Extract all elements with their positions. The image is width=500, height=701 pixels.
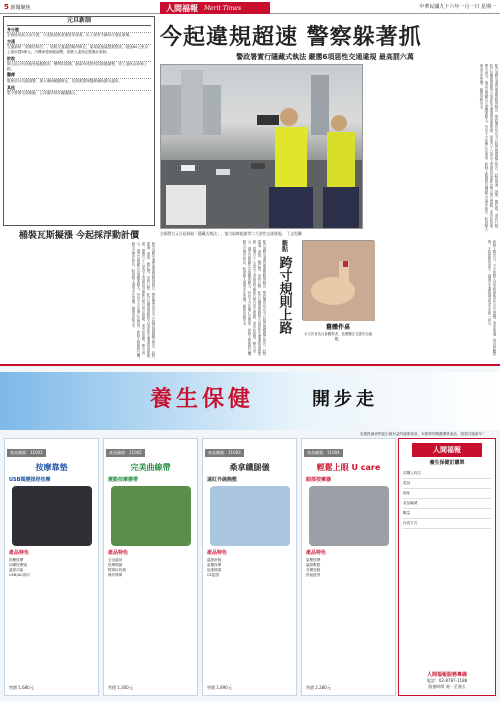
opinion-body: 新制上路首日，不少駕駛人仍未察覺執法方式已改變。專家建議，與其仰賴罰則，不如從教育著手，讓遵守交通規則成為生活的一部分。	[487, 240, 496, 356]
ad-banner	[0, 372, 500, 430]
sidebar-section: 醫療 健保部分負擔調整，重大傷病範圍修正，長期照護與醫療補助擴大適用。	[7, 73, 151, 83]
product-price: 售價 1,680元	[9, 685, 34, 690]
masthead-en: Merit Times	[204, 4, 242, 12]
order-phone: 電話：02-8787-1188	[426, 678, 468, 683]
product-price: 售價 2,280元	[306, 685, 331, 690]
masthead	[160, 2, 270, 14]
sidebar-section: 身分證 全面使用新式身分證，口述換領無須填寫申請書，出入境等手續均可憑此辦理。	[7, 28, 151, 38]
ad-title-main: 養生保健	[150, 386, 255, 412]
order-field[interactable]: 付款方式	[403, 519, 491, 529]
main-headline: 今起違規超速 警察躲著抓	[160, 24, 422, 50]
opinion-title	[268, 240, 300, 350]
sidebar-title: 元旦新制	[7, 19, 151, 26]
order-contact: 人間福報服務專線 電話：02-8787-1188 服務時間 週一至週五	[426, 671, 468, 689]
order-field[interactable]: 地址	[403, 489, 491, 499]
masthead-title: 人間福報	[166, 3, 198, 13]
sidebar-section: 其他 電子發票全面推動，公共場所禁菸範圍擴大。	[7, 86, 151, 96]
sub-headline: 警政署實行隱藏式執法 嚴懲6項惡性交通違規 最高罰六萬	[236, 53, 414, 61]
feature-headline: 桶裝瓦斯擬漲 今起採浮動計價	[18, 231, 140, 241]
order-hours: 服務時間 週一至週五	[428, 683, 466, 689]
order-form-title: 養生保健訂購單	[429, 460, 465, 466]
product-card[interactable]: 產品編號：11004 輕鬆上眼 U care 眼部按摩器 產品特色 氣壓按摩 溫熱敷眼 音樂放鬆 舒緩疲勞 售價 2,280元	[301, 438, 396, 696]
ad-title-sub: 開步走	[312, 389, 378, 410]
feature-body: 配合道路交通管理處罰條例修正，警政署宣布自今日起實施隱藏式執法，針對超速、酒駕、闖紅燈、逆向行駛、蛇行及嚴重超載等六項惡性交通違規加強取締。超速六十公里以上者最高可處新台幣六萬元罰鍰，並吊扣駕照。警方表示，過去以明顯告示提醒駕駛人，仍有不少民眾心存僥倖，新制上路後將以機動方式埋伏執法，盼駕駛人養成守法習慣，確保用路安全。	[131, 242, 155, 358]
opinion-photo	[302, 240, 374, 320]
order-field[interactable]: 數量	[403, 509, 491, 519]
sidebar-new-rules	[3, 16, 155, 226]
news-photo	[160, 64, 363, 229]
ad-note: 為提供讀者們更正確有益的健康資訊，本版特別精選優質產品，陪您共渡新年！	[360, 432, 486, 436]
opinion-tag: 觀點	[280, 240, 288, 252]
photo-caption: 全國警方元旦起採取「隱藏式執法」，強力取締超速等六大惡性交通違規。 丁志堅攝	[160, 231, 302, 236]
issue-date: 中華民國九十六年一月一日 星期一	[419, 4, 496, 10]
opinion-author: 舊體件桌 本文作者為社會觀察者，長期關注交通安全議題。	[304, 324, 372, 341]
slimming-belt-image	[111, 486, 191, 546]
order-field[interactable]: 產品編號	[403, 499, 491, 509]
product-card[interactable]: 產品編號：11001 按摩靠墊 USB頸腰揉捏按摩 產品特色 指壓按摩 四顆按摩頭 溫熱功能 USB/AC兩用 售價 1,680元	[4, 438, 99, 696]
page-number: 5	[4, 2, 9, 11]
sidebar-section: 交通 交通新制「酒駕防制法」；道路交通處罰條例修正，違規超速處罰鍰提高，超速60公里以上最高罰6萬元。汽機車強制險調整，駕駛人違規記點累計新制。	[7, 40, 151, 55]
product-card[interactable]: 產品編號：11003 桑拿纖腿儀 遠紅外線熱敷 產品特色 溫熱舒緩 氣壓按摩 促進循環 CE認證 售價 1,890元	[202, 438, 297, 696]
sidebar-section: 財稅 個人綜合所得稅免稅額提高，標準扣除額、薪資所得特別扣除額調整，勞工退休金新制上路。	[7, 57, 151, 72]
product-card[interactable]: 產品編號：11002 完美曲線帶 震動按摩腰帶 產品特色 全身適用 按摩燃脂 輕薄好收納 操作簡單 售價 1,300元	[103, 438, 198, 696]
section-name: 新聞聚焦	[10, 4, 31, 11]
hand-illustration	[303, 241, 375, 321]
order-field[interactable]: 訂購人姓名	[403, 469, 491, 479]
article-body: 配合道路交通管理處罰條例修正，警政署宣布自今日起實施隱藏式執法，針對超速、酒駕、闖紅燈、逆向行駛、蛇行及嚴重超載等六項惡性交通違規加強取締。超速六十公里以上者最高可處新台幣六萬元罰鍰，並吊扣駕照。警方表示，過去以明顯告示提醒駕駛人，仍有不少民眾心存僥倖，新制上路後將以機動方式埋伏執法，盼駕駛人養成守法習慣，確保用路安全。	[479, 64, 498, 231]
police-photo-illustration	[161, 65, 363, 229]
order-form[interactable]	[398, 438, 496, 696]
product-price: 售價 1,300元	[108, 685, 133, 690]
article-body-continued: 配合道路交通管理處罰條例修正，警政署宣布自今日起實施隱藏式執法，針對超速、酒駕、闖紅燈、逆向行駛、蛇行及嚴重超載等六項惡性交通違規加強取締。超速六十公里以上者最高可處新台幣六萬元罰鍰，並吊扣駕照。警方表示，過去以明顯告示提醒駕駛人，仍有不少民眾心存僥倖，新制上路後將以機動方式埋伏執法，盼駕駛人養成守法習慣，確保用路安全。	[242, 240, 266, 356]
order-brand: 人間福報	[412, 443, 482, 457]
product-price: 售價 1,890元	[207, 685, 232, 690]
massage-cushion-image	[12, 486, 92, 546]
order-field[interactable]: 電話	[403, 479, 491, 489]
opinion-headline: 跨寸規則上路	[276, 256, 292, 334]
eye-massager-image	[309, 486, 389, 546]
leg-massager-image	[210, 486, 290, 546]
